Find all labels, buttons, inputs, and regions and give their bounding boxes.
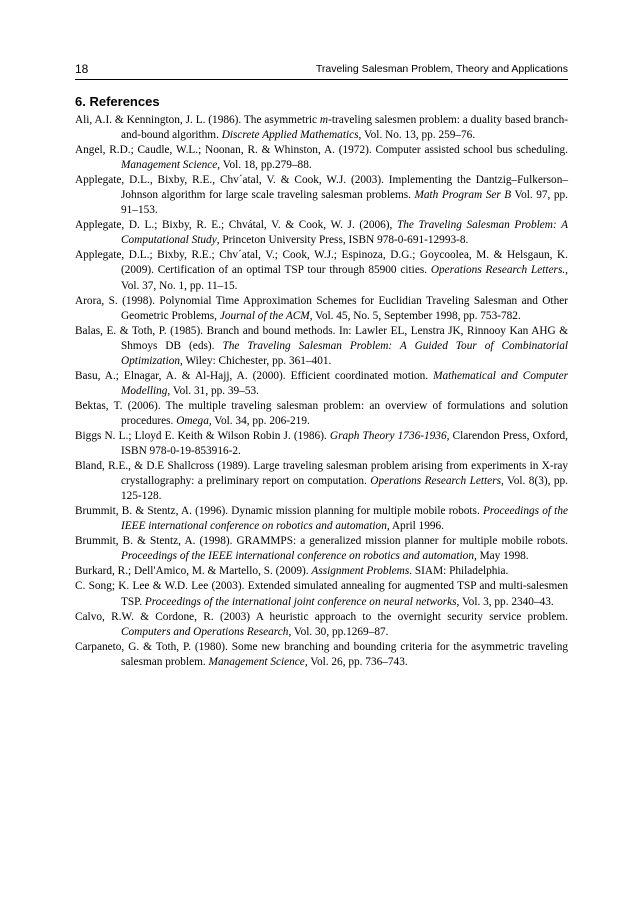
reference-item: Applegate, D.L.; Bixby, R.E.; Chv´atal, V.; Cook, W.J.; Espinoza, D.G.; Goycoolea, M. & Helsgaun, K. (2009). Certification of an optimal TSP tour through 85900 cities. Operations Research Letters., Vol. 37, No. 1, pp. 11–15.	[75, 249, 568, 292]
reference-item: Arora, S. (1998). Polynomial Time Approximation Schemes for Euclidian Traveling Salesman and Other Geometric Problems, Journal of the ACM, Vol. 45, No. 5, September 1998, pp. 753-782.	[75, 294, 568, 322]
reference-item: Balas, E. & Toth, P. (1985). Branch and bound methods. In: Lawler EL, Lenstra JK, Rinnooy Kan AHG & Shmoys DB (eds). The Traveling Salesman Problem: A Guided Tour of Combinatorial Optimization, Wiley: Chichester, pp. 361–401.	[75, 324, 569, 367]
reference-item: Biggs N. L.; Lloyd E. Keith & Wilson Robin J. (1986). Graph Theory 1736-1936, Clarendon Press, Oxford, ISBN 978-0-19-853916-2.	[75, 429, 568, 458]
reference-item: Burkard, R.; Dell'Amico, M. & Martello, S. (2009). Assignment Problems. SIAM: Philadelphia.	[75, 565, 509, 578]
reference-list	[75, 113, 568, 670]
reference-item: Ali, A.I. & Kennington, J. L. (1986). The asymmetric m-traveling salesmen problem: a duality based branch-and-bound algorithm. Discrete Applied Mathematics, Vol. No. 13, pp. 259–76.	[75, 114, 568, 142]
section-heading: 6. References	[75, 94, 160, 109]
page-number: 18	[75, 62, 89, 76]
reference-item: Calvo, R.W. & Cordone, R. (2003) A heuristic approach to the overnight security service problem. Computers and Operations Research, Vol. 30, pp.1269–87.	[75, 610, 568, 638]
reference-item: Basu, A.; Elnagar, A. & Al-Hajj, A. (2000). Efficient coordinated motion. Mathematical and Computer Modelling, Vol. 31, pp. 39–53.	[75, 369, 568, 397]
reference-item: Bland, R.E., & D.E Shallcross (1989). Large traveling salesman problem arising from experiments in X-ray crystallography: a preliminary report on computation. Operations Research Letters, Vol. 8(3), pp. 125-128.	[75, 460, 568, 503]
header-rule	[75, 79, 568, 80]
reference-item: Brummit, B. & Stentz, A. (1998). GRAMMPS: a generalized mission planner for multiple mobile robots. Proceedings of the IEEE international conference on robotics and automation, May 1998.	[75, 535, 568, 563]
reference-item: Angel, R.D.; Caudle, W.L.; Noonan, R. & Whinston, A. (1972). Computer assisted school bus scheduling. Management Science, Vol. 18, pp.279–88.	[75, 144, 568, 172]
reference-item: Applegate, D. L.; Bixby, R. E.; Chvátal, V. & Cook, W. J. (2006), The Traveling Salesman Problem: A Computational Study, Princeton University Press, ISBN 978-0-691-12993-8.	[75, 219, 568, 247]
reference-item: Applegate, D.L., Bixby, R.E., Chv´atal, V. & Cook, W.J. (2003). Implementing the Dantzig–Fulkerson–Johnson algorithm for large scale traveling salesman problems. Math Program Ser B Vol. 97, pp. 91–153.	[75, 174, 568, 217]
reference-item: Carpaneto, G. & Toth, P. (1980). Some new branching and bounding criteria for the asymmetric traveling salesman problem. Management Science, Vol. 26, pp. 736–743.	[75, 640, 568, 668]
reference-item: Bektas, T. (2006). The multiple traveling salesman problem: an overview of formulations and solution procedures. Omega, Vol. 34, pp. 206-219.	[75, 399, 568, 427]
page-header	[75, 62, 568, 78]
reference-item: C. Song; K. Lee & W.D. Lee (2003). Extended simulated annealing for augmented TSP and multi-salesmen TSP. Proceedings of the international joint conference on neural networks, Vol. 3, pp. 2340–43.	[75, 580, 568, 608]
running-title: Traveling Salesman Problem, Theory and Applications	[315, 63, 568, 75]
reference-item: Brummit, B. & Stentz, A. (1996). Dynamic mission planning for multiple mobile robots. Proceedings of the IEEE international conference on robotics and automation, April 1996.	[75, 505, 568, 533]
